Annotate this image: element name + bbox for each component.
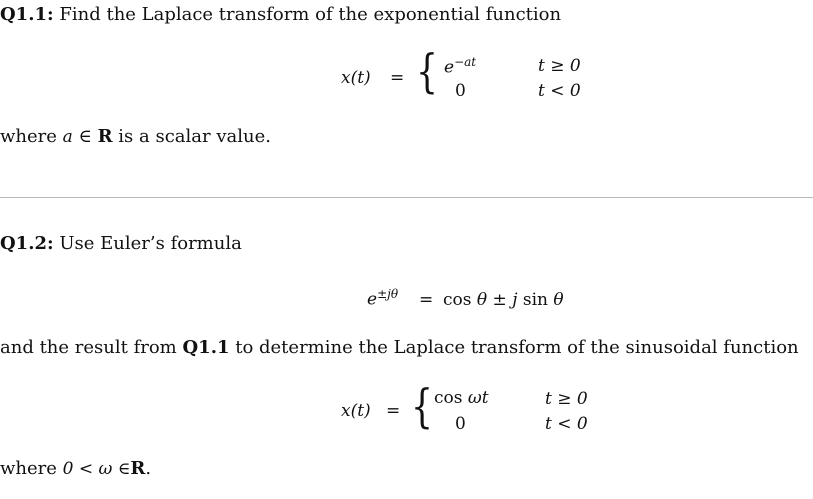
q2-instruction — [0, 337, 799, 358]
q1-case1-cond: t ≥ 0 — [538, 56, 581, 76]
q2-left-brace: { — [411, 379, 433, 433]
euler-rhs: cos θ ± j sin θ — [443, 290, 564, 310]
q1-eq-lhs: x(t) — [341, 68, 371, 88]
q2-where-expr: 0 < ω ∈ — [62, 459, 131, 479]
q1-heading — [0, 4, 561, 25]
q1-where-prefix: where — [0, 126, 57, 147]
q2-case2-value: 0 — [455, 414, 466, 434]
q1-where-set: R — [97, 126, 113, 147]
q1-case2-value: 0 — [455, 81, 466, 101]
q2-where-clause — [0, 458, 151, 479]
q1-where-clause — [0, 126, 271, 147]
q1-where-suffix: is a scalar value. — [118, 126, 271, 147]
q2-where-set: R — [130, 458, 146, 479]
q2-case2-cond: t < 0 — [545, 414, 588, 434]
euler-equals: = — [419, 290, 434, 310]
q2-case1-cond: t ≥ 0 — [545, 389, 588, 409]
q1-case1-value: $e^{-at}$ — [444, 55, 477, 78]
q2-eq-lhs: x(t) — [341, 401, 371, 421]
q2-heading — [0, 233, 242, 254]
q2-where-end: . — [145, 458, 152, 479]
q2-and-ref: Q1.1 — [182, 337, 230, 358]
q2-and-suffix: to determine the Laplace transform of the sinusoidal function — [235, 337, 799, 358]
section-divider — [0, 197, 813, 198]
q2-label: Q1.2: — [0, 233, 54, 254]
q1-eq-equals: = — [390, 68, 405, 88]
q2-eq-equals: = — [386, 401, 401, 421]
q1-prompt: Find the Laplace transform of the exponential function — [59, 4, 562, 25]
q2-case1-value: cos ωt — [434, 388, 489, 408]
q1-left-brace: { — [416, 44, 438, 98]
q1-where-var: a — [62, 127, 73, 147]
q2-where-prefix: where — [0, 458, 57, 479]
q2-and-prefix: and the result from — [0, 337, 177, 358]
q1-where-in: ∈ — [78, 126, 92, 147]
euler-lhs: $e^{\pm j\theta}$ — [367, 287, 399, 310]
q1-label: Q1.1: — [0, 4, 54, 25]
q2-prompt: Use Euler’s formula — [59, 233, 242, 254]
q1-case2-cond: t < 0 — [538, 81, 581, 101]
